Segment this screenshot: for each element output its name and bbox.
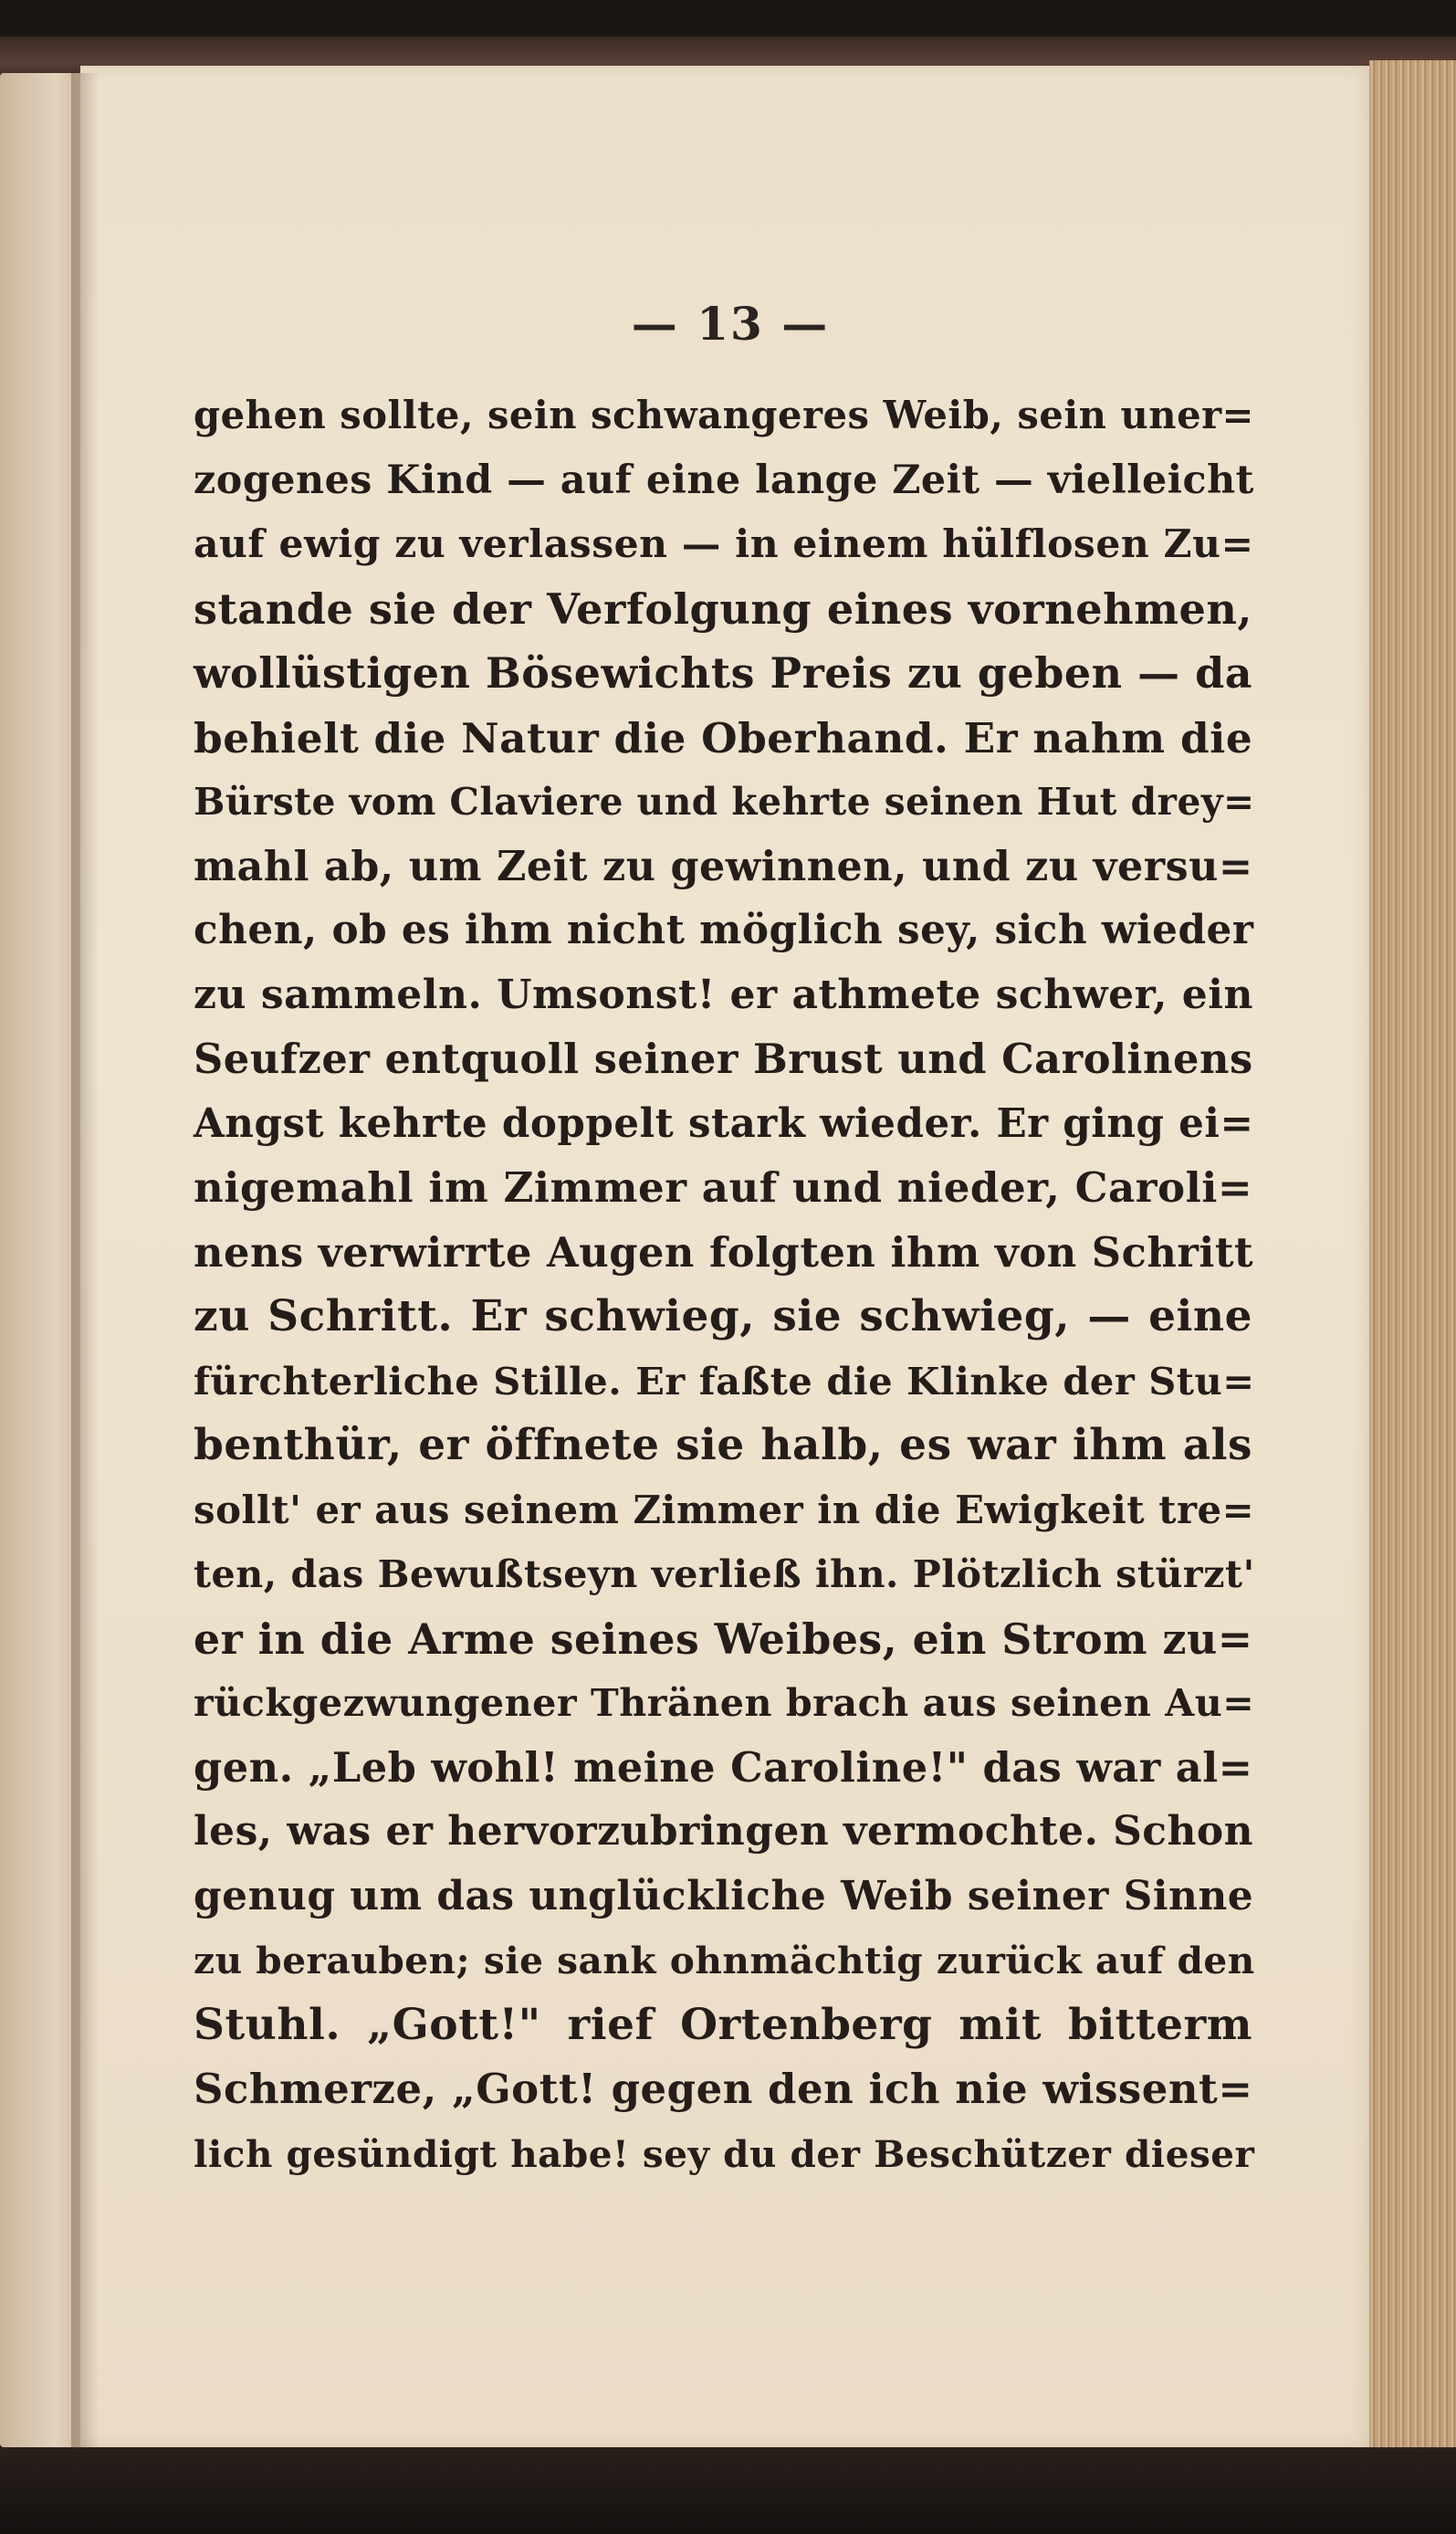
text-line: sollt' er aus seinem Zimmer in die Ewigkeit tre= bbox=[194, 1487, 1255, 1532]
text-line: auf ewig zu verlassen — in einem hülflosen Zu= bbox=[194, 521, 1254, 567]
text-line: ten, das Bewußtseyn verließ ihn. Plötzlich stürzt' bbox=[194, 1551, 1255, 1596]
text-line: nens verwirrte Augen folgten ihm von Schritt bbox=[194, 1227, 1254, 1277]
text-line: mahl ab, um Zeit zu gewinnen, und zu versu= bbox=[194, 842, 1253, 890]
page-gutter-shadow bbox=[71, 73, 99, 2447]
text-line: Angst kehrte doppelt stark wieder. Er ging ei= bbox=[194, 1099, 1254, 1147]
text-line: genug um das unglückliche Weib seiner Sinne bbox=[194, 1872, 1254, 1919]
page-text-block bbox=[194, 384, 1255, 2186]
page-fore-edge bbox=[1369, 60, 1456, 2471]
text-line: lich gesündigt habe! sey du der Beschützer dieser bbox=[194, 2131, 1255, 2176]
text-line: zu Schritt. Er schwieg, sie schwieg, — eine bbox=[194, 1291, 1252, 1341]
text-line: wollüstigen Bösewichts Preis zu geben — da bbox=[194, 648, 1252, 698]
page-number: — 13 — bbox=[631, 297, 830, 351]
text-line: behielt die Natur die Oberhand. Er nahm die bbox=[194, 712, 1253, 762]
text-line: Bürste vom Claviere und kehrte seinen Hut drey= bbox=[194, 780, 1255, 824]
book-bottom-edge bbox=[0, 2447, 1456, 2534]
text-line: zu berauben; sie sank ohnmächtig zurück auf den bbox=[194, 1939, 1255, 1982]
text-line: Seufzer entquoll seiner Brust und Carolinens bbox=[194, 1035, 1253, 1083]
text-line: stande sie der Verfolgung eines vornehmen, bbox=[194, 584, 1252, 634]
text-line: rückgezwungener Thränen brach aus seinen Au= bbox=[194, 1680, 1255, 1725]
text-line: nigemahl im Zimmer auf und nieder, Caroli= bbox=[194, 1163, 1253, 1212]
text-line: Stuhl. „Gott!" rief Ortenberg mit bitterm bbox=[194, 1999, 1252, 2050]
text-line: fürchterliche Stille. Er faßte die Klinke der Stu= bbox=[194, 1358, 1255, 1404]
text-line: benthür, er öffnete sie halb, es war ihm als bbox=[194, 1420, 1252, 1470]
text-line: zogenes Kind — auf eine lange Zeit — vielleicht bbox=[194, 457, 1254, 503]
text-line: zu sammeln. Umsonst! er athmete schwer, ein bbox=[194, 971, 1253, 1018]
text-line: gen. „Leb wohl! meine Caroline!" das war al= bbox=[194, 1742, 1253, 1792]
text-line: gehen sollte, sein schwangeres Weib, sein uner= bbox=[194, 393, 1254, 437]
text-line: les, was er hervorzubringen vermochte. Schon bbox=[194, 1808, 1254, 1855]
left-page-edge bbox=[0, 73, 80, 2447]
text-line: Schmerze, „Gott! gegen den ich nie wissent= bbox=[194, 2065, 1253, 2113]
text-line: chen, ob es ihm nicht möglich sey, sich wieder bbox=[194, 907, 1254, 953]
text-line: er in die Arme seines Weibes, ein Strom zu= bbox=[194, 1614, 1253, 1664]
